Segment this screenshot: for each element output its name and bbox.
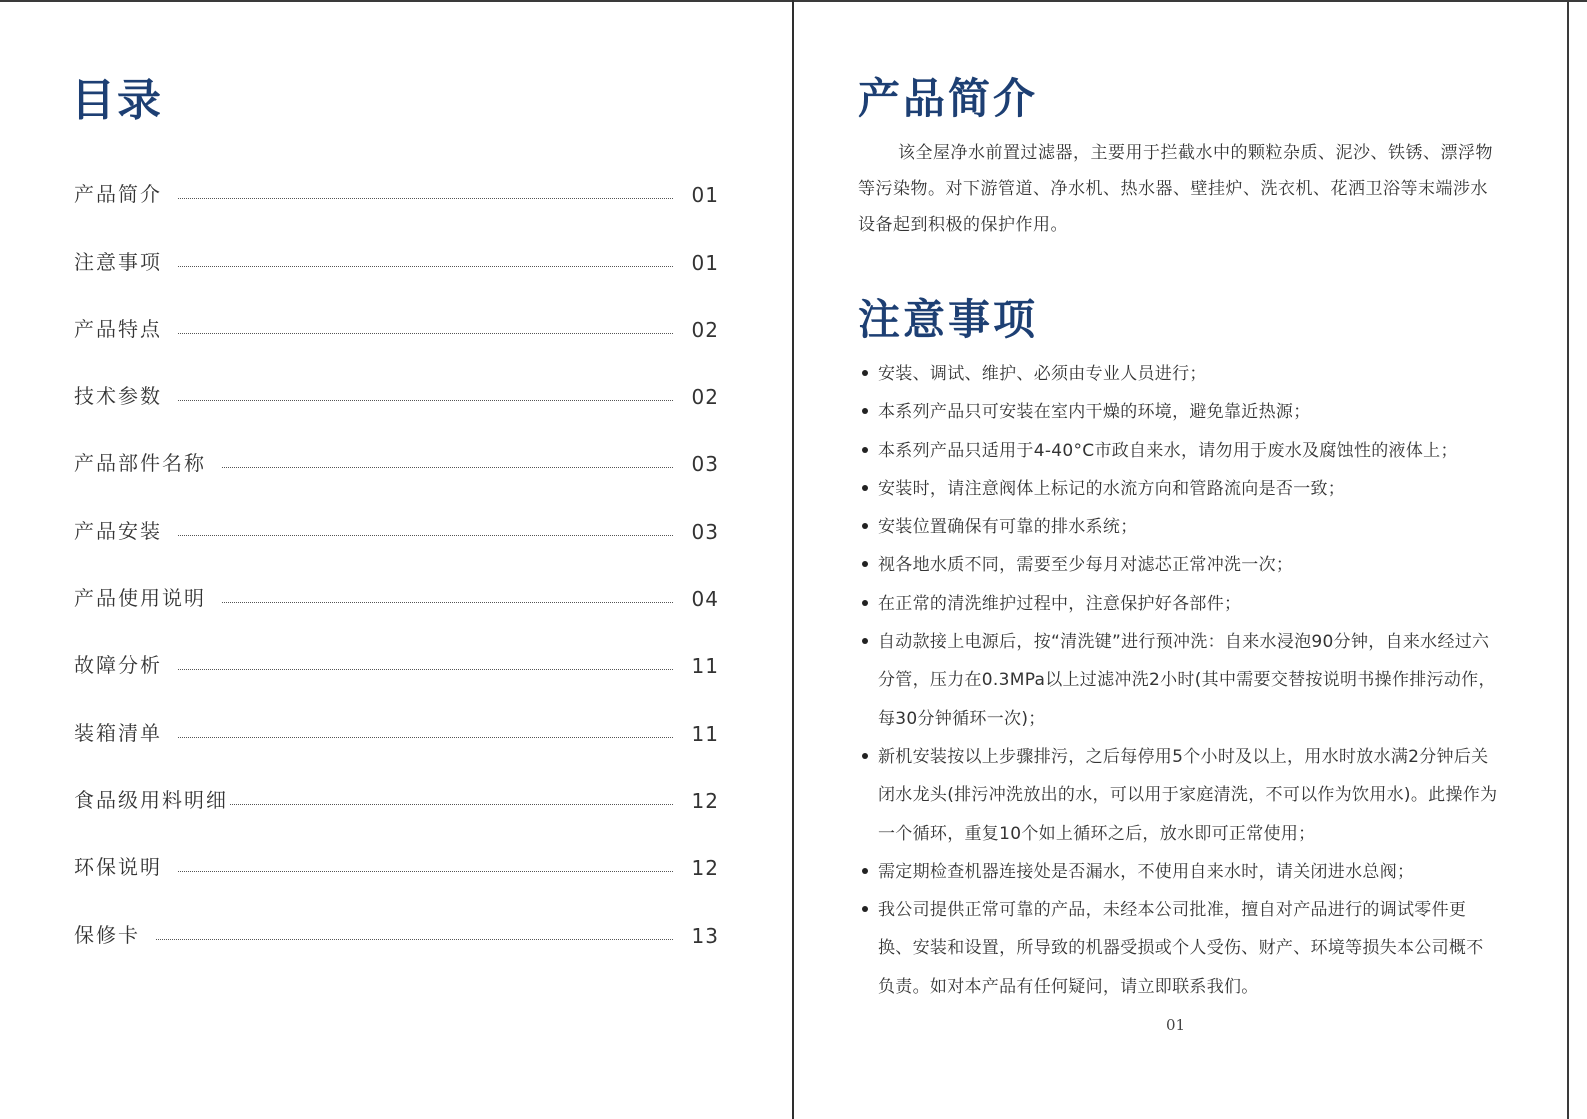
- toc-entry-page: 13: [691, 923, 719, 948]
- toc-entry-label: 保修卡: [74, 922, 140, 947]
- toc-entry-label: 食品级用料明细: [74, 787, 228, 812]
- notes-list-item: 自动款接上电源后，按“清洗键”进行预冲洗：自来水浸泡90分钟，自来水经过六分管，压力在0.3MPa以上过滤冲洗2小时(其中需要交替按说明书操作排污动作，每30分钟循环一次)；: [858, 623, 1498, 738]
- toc-entry[interactable]: [74, 275, 719, 342]
- toc-entry-page: 02: [691, 385, 719, 410]
- toc-dot-leader: [222, 601, 673, 603]
- intro-paragraph: 该全屋净水前置过滤器，主要用于拦截水中的颗粒杂质、泥沙、铁锈、漂浮物等污染物。对下游管道、净水机、热水器、壁挂炉、洗衣机、花洒卫浴等末端涉水设备起到积极的保护作用。: [858, 143, 1493, 235]
- toc-entry-page: 03: [691, 452, 719, 477]
- notes-list-item: 本系列产品只可安装在室内干燥的环境，避免靠近热源；: [858, 393, 1498, 431]
- notes-list: [858, 355, 1498, 1006]
- toc-entry[interactable]: [74, 678, 719, 745]
- toc-entry[interactable]: [74, 342, 719, 409]
- left-page: [0, 0, 792, 1119]
- toc-dot-leader: [178, 668, 673, 670]
- toc-dot-leader: [178, 870, 673, 872]
- toc-entry-page: 11: [691, 721, 719, 746]
- toc-list: [74, 140, 719, 948]
- toc-dot-leader: [178, 399, 673, 401]
- toc-dot-leader: [222, 466, 673, 468]
- toc-title: 目录: [71, 75, 163, 126]
- toc-entry[interactable]: [74, 409, 719, 476]
- notes-list-item: 新机安装按以上步骤排污，之后每停用5个小时及以上，用水时放水满2分钟后关闭水龙头(排污冲洗放出的水，可以用于家庭清洗，不可以作为饮用水)。此操作为一个循环，重复10个如上循环之后，放水即可正常使用；: [858, 738, 1498, 853]
- toc-entry-page: 01: [691, 183, 719, 208]
- toc-entry-page: 03: [691, 519, 719, 544]
- toc-dot-leader: [178, 197, 673, 199]
- notes-list-item: 安装位置确保有可靠的排水系统；: [858, 508, 1498, 546]
- toc-entry[interactable]: [74, 813, 719, 880]
- toc-dot-leader: [178, 332, 673, 334]
- toc-entry-label: 环保说明: [74, 855, 162, 880]
- notes-list-item: 视各地水质不同，需要至少每月对滤芯正常冲洗一次；: [858, 546, 1498, 584]
- toc-dot-leader: [156, 938, 673, 940]
- toc-dot-leader: [230, 803, 673, 805]
- toc-entry-label: 技术参数: [74, 384, 162, 409]
- toc-entry-page: 12: [691, 788, 719, 813]
- notes-list-item: 在正常的清洗维护过程中，注意保护好各部件；: [858, 585, 1498, 623]
- toc-entry-label: 产品特点: [74, 316, 162, 341]
- toc-entry-page: 01: [691, 250, 719, 275]
- toc-entry-label: 产品安装: [74, 518, 162, 543]
- toc-entry-page: 12: [691, 856, 719, 881]
- toc-entry-page: 11: [691, 654, 719, 679]
- toc-entry-label: 故障分析: [74, 653, 162, 678]
- toc-entry[interactable]: [74, 746, 719, 813]
- toc-dot-leader: [178, 736, 673, 738]
- notes-list-item: 我公司提供正常可靠的产品，未经本公司批准，擅自对产品进行的调试零件更换、安装和设置，所导致的机器受损或个人受伤、财产、环境等损失本公司概不负责。如对本产品有任何疑问，请立即联系我们。: [858, 891, 1498, 1006]
- toc-entry[interactable]: [74, 544, 719, 611]
- toc-entry[interactable]: [74, 880, 719, 947]
- notes-list-item: 安装时，请注意阀体上标记的水流方向和管路流向是否一致；: [858, 470, 1498, 508]
- toc-entry[interactable]: [74, 140, 719, 207]
- toc-entry-label: 产品简介: [74, 182, 162, 207]
- toc-entry-label: 产品部件名称: [74, 451, 206, 476]
- toc-entry-label: 产品使用说明: [74, 586, 206, 611]
- toc-entry[interactable]: [74, 611, 719, 678]
- toc-entry-page: 04: [691, 587, 719, 612]
- right-page: [794, 0, 1569, 1119]
- toc-entry-label: 注意事项: [74, 249, 162, 274]
- toc-dot-leader: [178, 265, 673, 267]
- page-number: 01: [1166, 1016, 1186, 1034]
- toc-entry-page: 02: [691, 317, 719, 342]
- toc-entry-label: 装箱清单: [74, 720, 162, 745]
- toc-entry[interactable]: [74, 476, 719, 543]
- intro-section-title: 产品简介: [858, 74, 1039, 123]
- notes-list-item: 本系列产品只适用于4-40°C市政自来水，请勿用于废水及腐蚀性的液体上；: [858, 432, 1498, 470]
- notes-list-item: 需定期检查机器连接处是否漏水，不使用自来水时，请关闭进水总阀；: [858, 853, 1498, 891]
- toc-dot-leader: [178, 534, 673, 536]
- notes-section-title: 注意事项: [858, 295, 1039, 344]
- notes-list-item: 安装、调试、维护、必须由专业人员进行；: [858, 355, 1498, 393]
- toc-entry[interactable]: [74, 207, 719, 274]
